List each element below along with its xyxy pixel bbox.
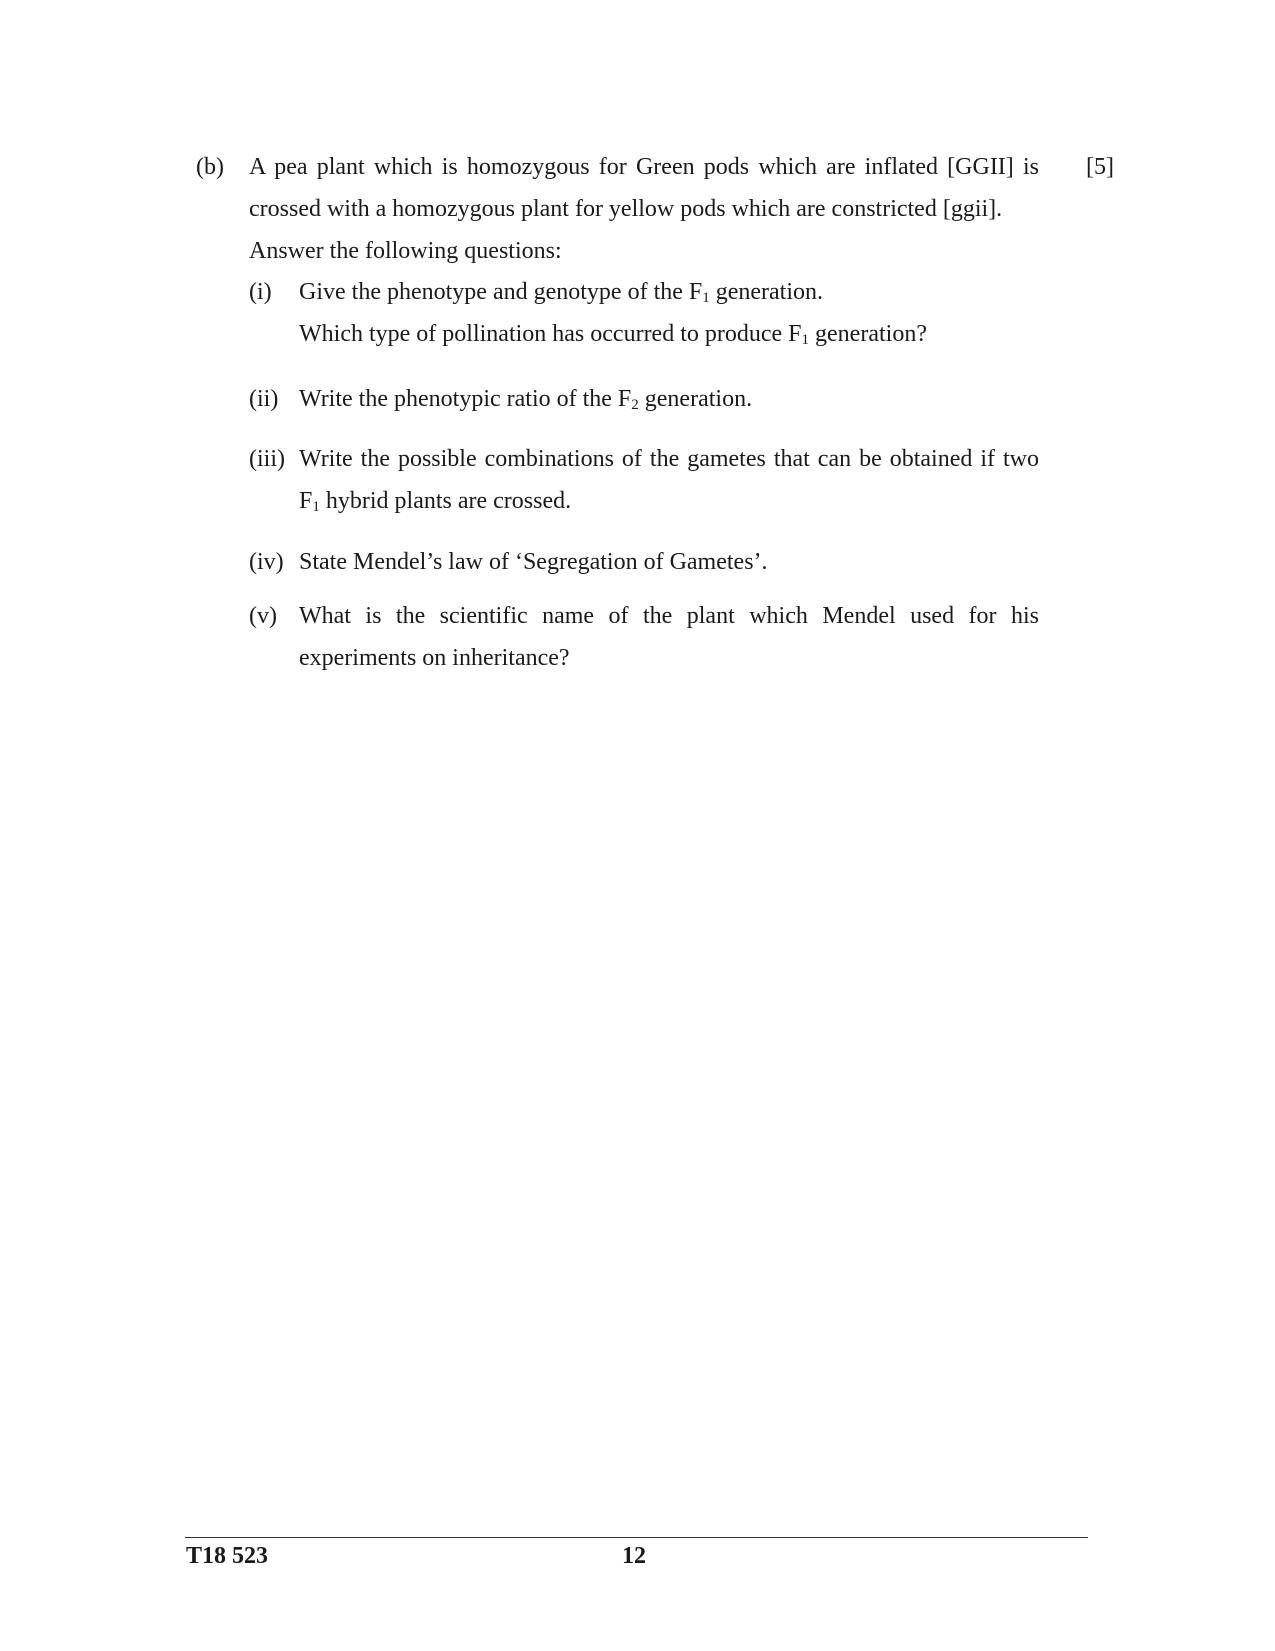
subquestion-number: (iii) [249,446,285,472]
subquestion-iv [249,541,1039,583]
subquestion-number: (iv) [249,549,284,575]
subquestion-body [299,438,1039,522]
subquestion-number: (ii) [249,386,279,412]
subquestion-i [249,271,1039,355]
subquestion-body [299,595,1039,679]
footer-divider [185,1537,1088,1538]
question-stem [249,146,1039,272]
subquestion-line-2: experiments on inheritance? [299,645,570,671]
subquestion-line-2: $F_1$ hybrid plants are crossed. [299,488,572,515]
subquestion-body [299,378,1039,420]
subquestion-number: (i) [249,279,272,305]
subquestion-number: (v) [249,603,277,629]
subquestion-line-1: Write the possible combinations of the gametes that can be obtained if two [299,446,1039,472]
stem-line-2: crossed with a homozygous plant for yellow pods which are constricted [ggii]. [249,196,1003,222]
subquestion-iii [249,438,1039,522]
subquestion-v [249,595,1039,679]
subquestion-body [299,541,1039,583]
stem-line-3: Answer the following questions: [249,238,562,264]
subquestion-line-1: Write the phenotypic ratio of the $F_2$ generation. [299,386,753,413]
subquestion-line-1: State Mendel’s law of ‘Segregation of Gametes’. [299,549,768,575]
paper-code: T18 523 [186,1543,269,1569]
subquestion-line-2: Which type of pollination has occurred to produce $F_1$ generation? [299,321,927,348]
page-number: 12 [622,1543,646,1569]
subquestion-ii [249,378,1039,420]
stem-line-1: A pea plant which is homozygous for Green pods which are inflated [GGII] is [249,154,1039,180]
subquestion-line-1: What is the scientific name of the plant which Mendel used for his [299,603,1039,629]
subquestion-line-1: Give the phenotype and genotype of the $F_1$ generation. [299,279,824,306]
question-marks: [5] [1086,154,1114,180]
question-label: (b) [196,154,224,180]
subquestion-body [299,271,1039,355]
